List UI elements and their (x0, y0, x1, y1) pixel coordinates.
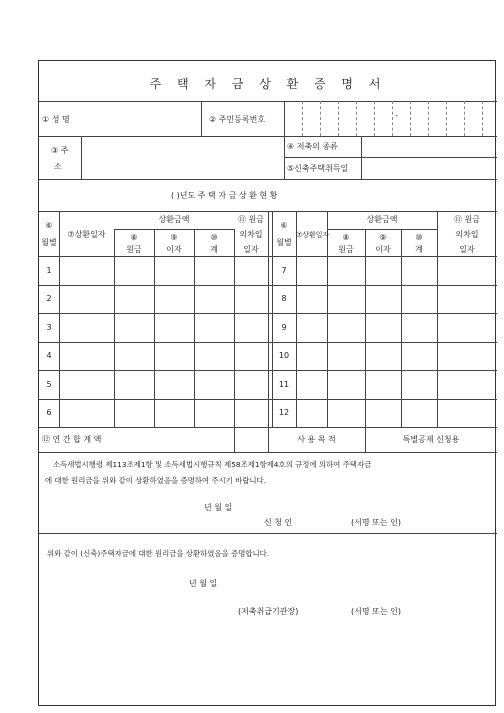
name-label: ① 성 명 (42, 115, 70, 124)
borrow-date-header-right: 일자 (459, 245, 475, 254)
row2-divider (39, 179, 497, 180)
total-header-right: 계 (415, 245, 423, 254)
month-12: 12 (278, 408, 290, 417)
purpose-label: 사 용 목 적 (297, 435, 336, 444)
repay-amount-header-right: 상환금액 (366, 215, 398, 224)
annual-total-label: ⑫ 연 간 합 계 액 (42, 435, 102, 444)
reg-dash: - (395, 111, 398, 120)
row1-divider (39, 136, 497, 137)
month-9: 9 (281, 323, 287, 332)
month-6: 6 (46, 408, 52, 417)
reg-number-label: ② 주민등록번호 (209, 115, 266, 124)
month-2: 2 (46, 294, 52, 303)
month-header-left-num: ⑥ (45, 221, 53, 230)
certificate-form: 주 택 자 금 상 환 증 명 서 ① 성 명 ② 주민등록번호 - ③ 주 소 ④ 저축의 종류 ⑤신축주택취득일 ( )년도 주 택 자 금 상 환 현 황 ⑥ 월별 ⑦상환일자 상환금액 ⑧ 원금 ⑨ 이자 ⑩ 계 ⑪ 원금 의차입 일자 ⑥ 월별 ⑦상환일자 상환금액 ⑧ 원금 ⑨ 이자 ⑩ 계 ⑪ 원금 의차입 일자 1 2 3 4 5 6 7 8 9 10 11 12 ⑫ 연 간 합 계 액 사 용 목 적 특별공제 신청용 소득세법시행령 제113조제1항 및 소득세법시행규칙 제58조제1항제4호의 규정에 의하여 주택자금 에 대한 원리금을 위와 같이 상환하였음을 증명하여 주시기 바랍니다. 년 월 일 신 청 인 (서명 또는 인) 위와 같이 (신축)주택자금에 대한 원리금을 상환하였음을 증명합니다. 년 월 일 (저축취급기관장) (서명 또는 인) (38, 60, 496, 706)
new-house-date-label: ⑤신축주택취득일 (287, 164, 349, 173)
certification-date: 년 월 일 (189, 579, 218, 588)
repay-date-header-left: ⑦상환일자 (67, 230, 106, 239)
month-11: 11 (278, 380, 290, 389)
month-3: 3 (46, 323, 52, 332)
month-4: 4 (46, 351, 52, 360)
institution-label: (저축취급기관장) (238, 607, 299, 616)
borrow-date-header-left: 일자 (243, 245, 259, 254)
address-label-2: 소 (54, 162, 62, 171)
interest-header-right: 이자 (375, 245, 391, 254)
repay-amount-header-left: 상환금액 (158, 215, 190, 224)
applicant-label: 신 청 인 (264, 518, 293, 527)
statement-divider (39, 533, 497, 534)
amount-sub-divider-left (114, 229, 234, 230)
applicant-signature-label: (서명 또는 인) (351, 518, 401, 527)
interest-header-left: 이자 (166, 245, 182, 254)
address-label-1: ③ 주 (51, 146, 69, 155)
total-header-left: 계 (210, 245, 218, 254)
savings-type-label: ④ 저축의 종류 (287, 142, 338, 151)
certification-text: 위와 같이 (신축)주택자금에 대한 원리금을 상환하였음을 증명합니다. (47, 549, 270, 558)
month-header-left: 월별 (41, 238, 57, 247)
application-date: 년 월 일 (204, 503, 233, 512)
statement-line-2: 에 대한 원리금을 위와 같이 상환하였음을 증명하여 주시기 바랍니다. (45, 476, 267, 485)
amount-sub-divider-right (327, 229, 437, 230)
month-1: 1 (46, 266, 52, 275)
form-title: 주 택 자 금 상 환 증 명 서 (149, 77, 387, 91)
month-7: 7 (281, 266, 287, 275)
institution-signature-label: (서명 또는 인) (351, 607, 401, 616)
repay-date-header-right: ⑦상환일자 (296, 231, 330, 239)
special-deduction-label: 특별공제 신청용 (402, 435, 460, 444)
status-heading: ( )년도 주 택 자 금 상 환 현 황 (171, 191, 278, 200)
principal-header-left: 원금 (126, 245, 142, 254)
month-8: 8 (281, 294, 287, 303)
month-10: 10 (278, 351, 290, 360)
month-5: 5 (46, 380, 52, 389)
statement-line-1: 소득세법시행령 제113조제1항 및 소득세법시행규칙 제58조제1항제4호의 규정에 의하여 주택자금 (53, 460, 372, 469)
row2-mid-divider (284, 157, 497, 158)
principal-header-right: 원금 (338, 245, 354, 254)
month-header-right: 월별 (276, 238, 292, 247)
total-divider (39, 452, 497, 453)
